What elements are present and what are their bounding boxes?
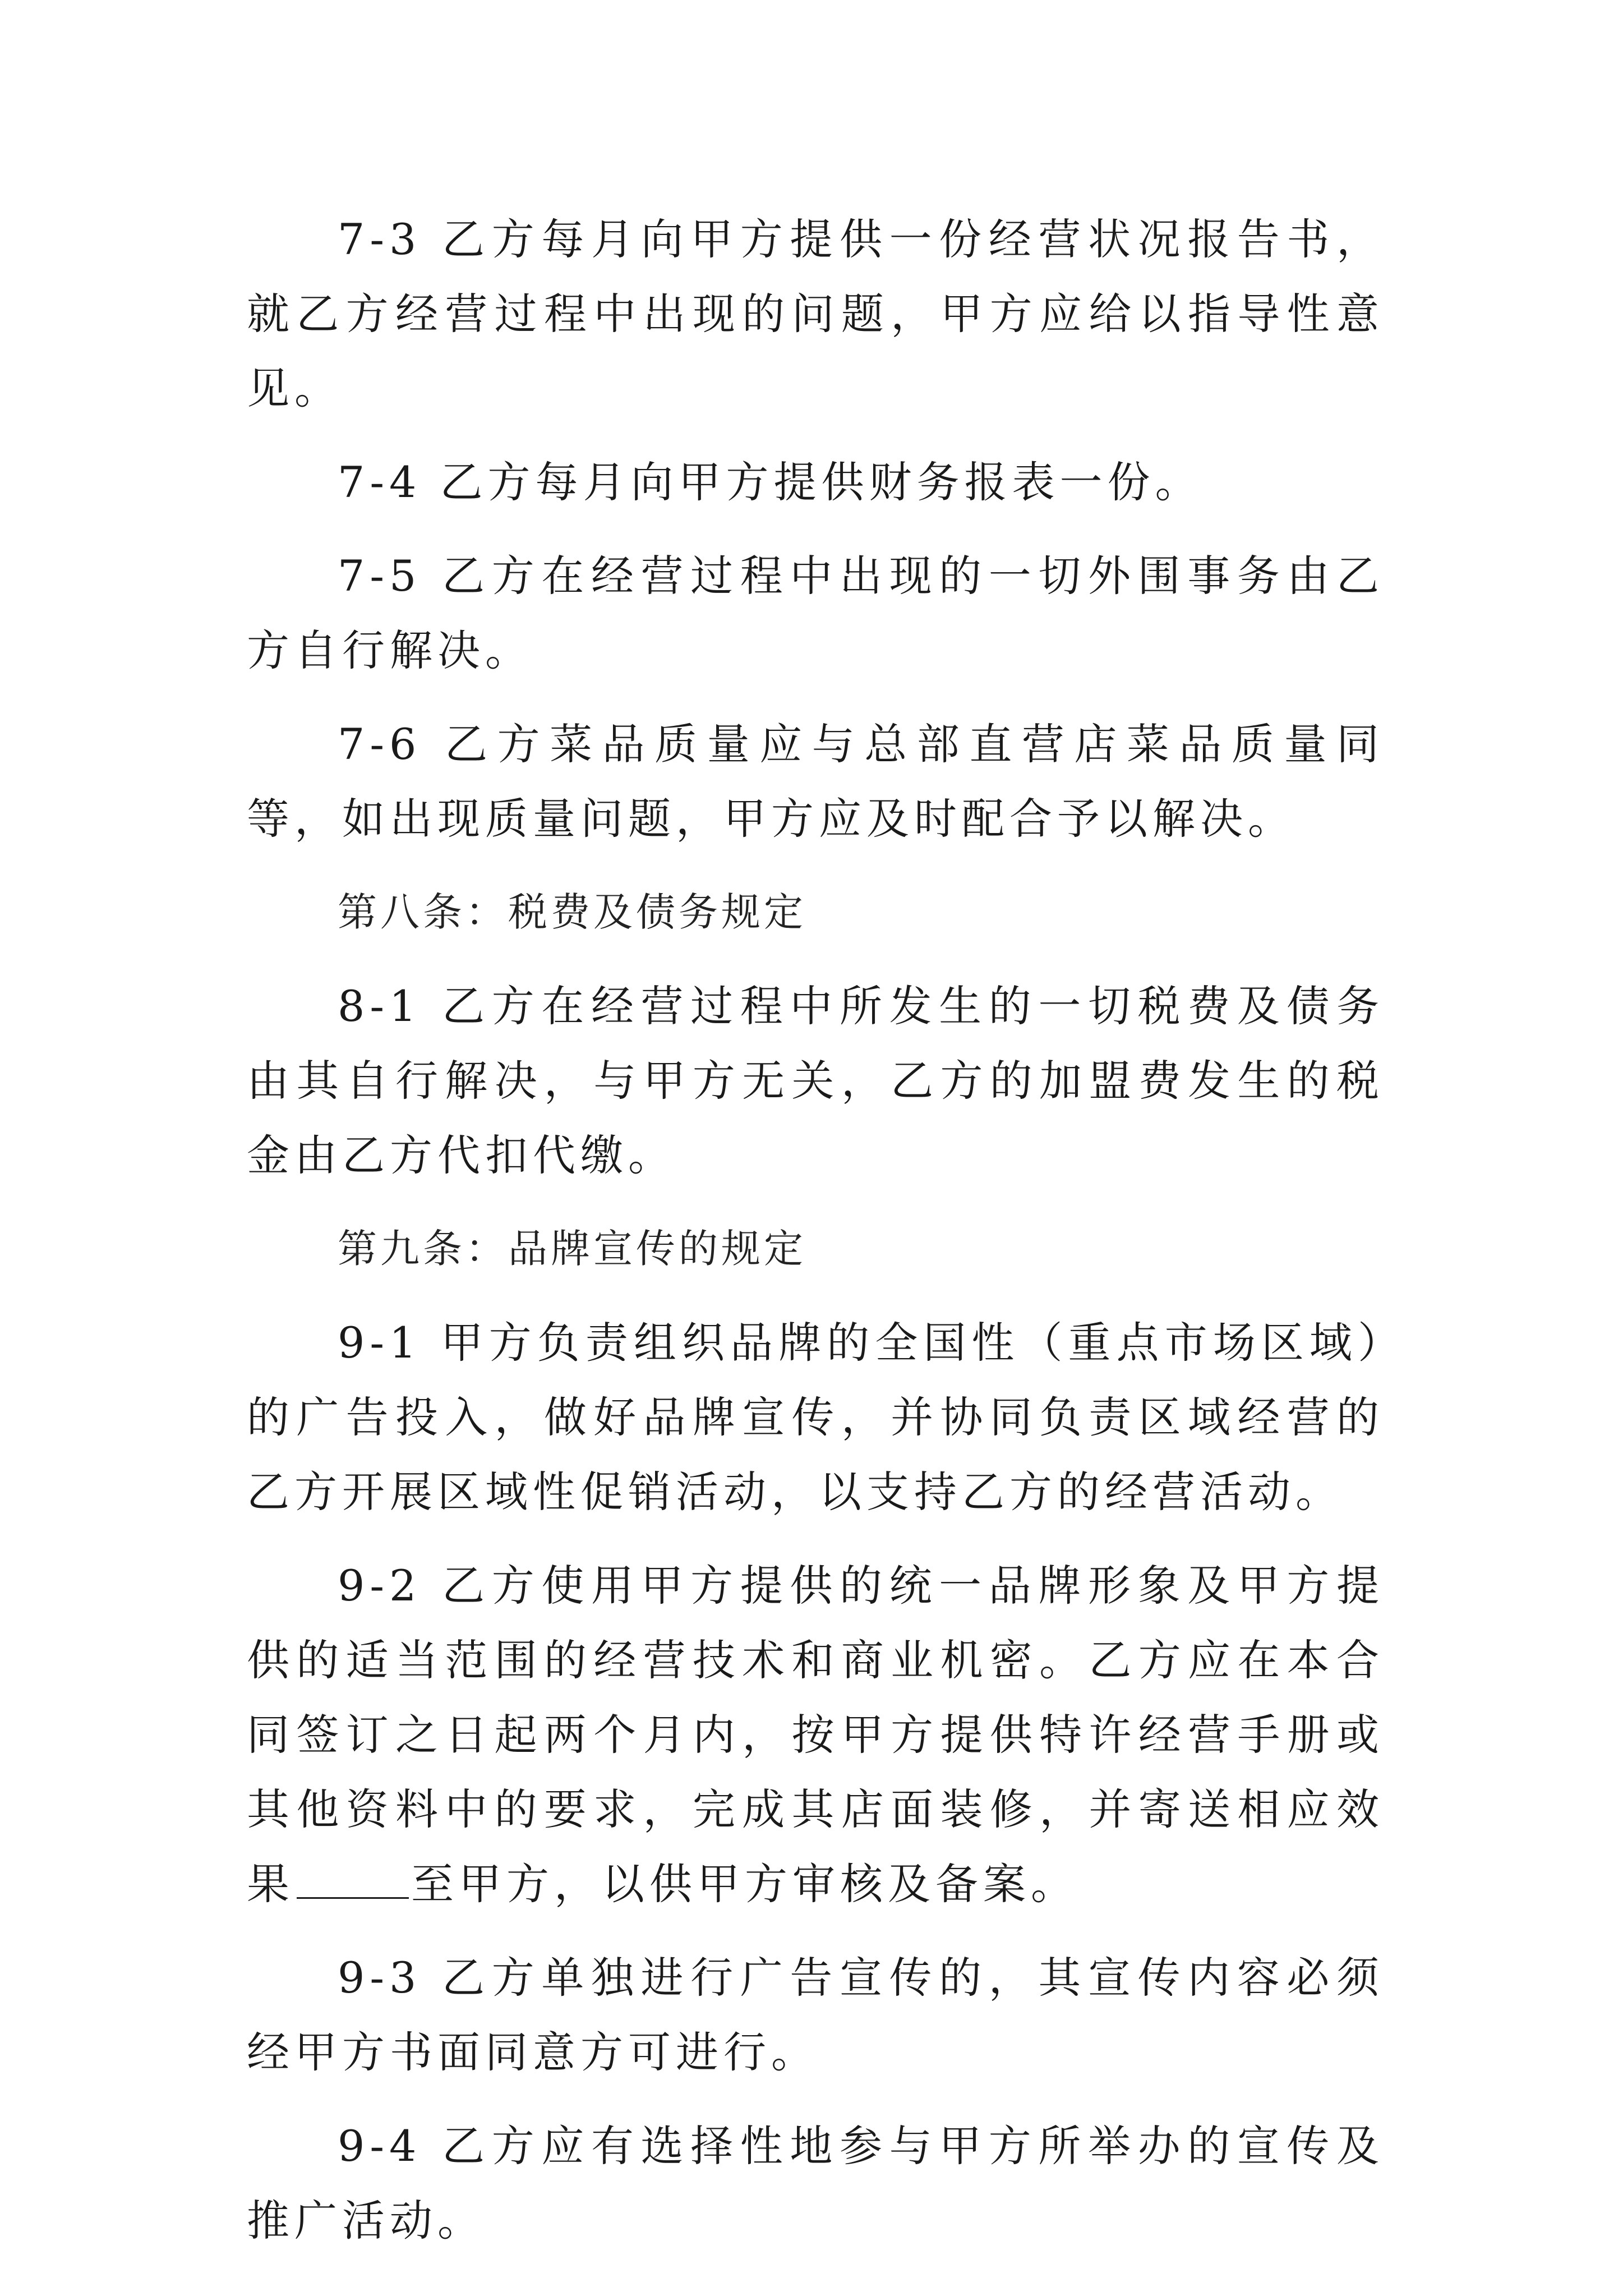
article-8-heading: 第八条：税费及债务规定 (338, 889, 806, 935)
contract-body (247, 202, 1384, 2258)
clause-9-2 (247, 1548, 1384, 1921)
clause-9-2-text-before-blank: 9-2 乙方使用甲方提供的统一品牌形象及甲方提供的适当范围的经营技术和商业机密。乙方应在本合同签订之日起两个月内，按甲方提供特许经营手册或其他资料中的要求，完成其店面装修，并寄送相应效果 (247, 1561, 1384, 1909)
clause-8-1: 8-1 乙方在经营过程中所发生的一切税费及债务由其自行解决，与甲方无关，乙方的加盟费发生的税金由乙方代扣代缴。 (247, 981, 1384, 1180)
clause-9-3: 9-3 乙方单独进行广告宣传的，其宣传内容必须经甲方书面同意方可进行。 (247, 1953, 1384, 2077)
article-9-heading: 第九条：品牌宣传的规定 (338, 1226, 806, 1272)
clause-9-4: 9-4 乙方应有选择性地参与甲方所举办的宣传及推广活动。 (247, 2121, 1384, 2246)
clause-7-4: 7-4 乙方每月向甲方提供财务报表一份。 (338, 457, 1203, 507)
clause-9-2-text-after-blank: 至甲方，以供甲方审核及备案。 (411, 1859, 1078, 1909)
clause-7-5: 7-5 乙方在经营过程中出现的一切外围事务由乙方自行解决。 (247, 551, 1384, 675)
fill-in-blank (297, 1858, 409, 1899)
clause-9-1: 9-1 甲方负责组织品牌的全国性（重点市场区域）的广告投入，做好品牌宣传，并协同负责区域经营的乙方开展区域性促销活动，以支持乙方的经营活动。 (247, 1318, 1384, 1517)
clause-7-3: 7-3 乙方每月向甲方提供一份经营状况报告书，就乙方经营过程中出现的问题，甲方应给以指导性意见。 (247, 214, 1384, 413)
clause-7-6: 7-6 乙方菜品质量应与总部直营店菜品质量同等，如出现质量问题，甲方应及时配合予以解决。 (247, 719, 1384, 844)
